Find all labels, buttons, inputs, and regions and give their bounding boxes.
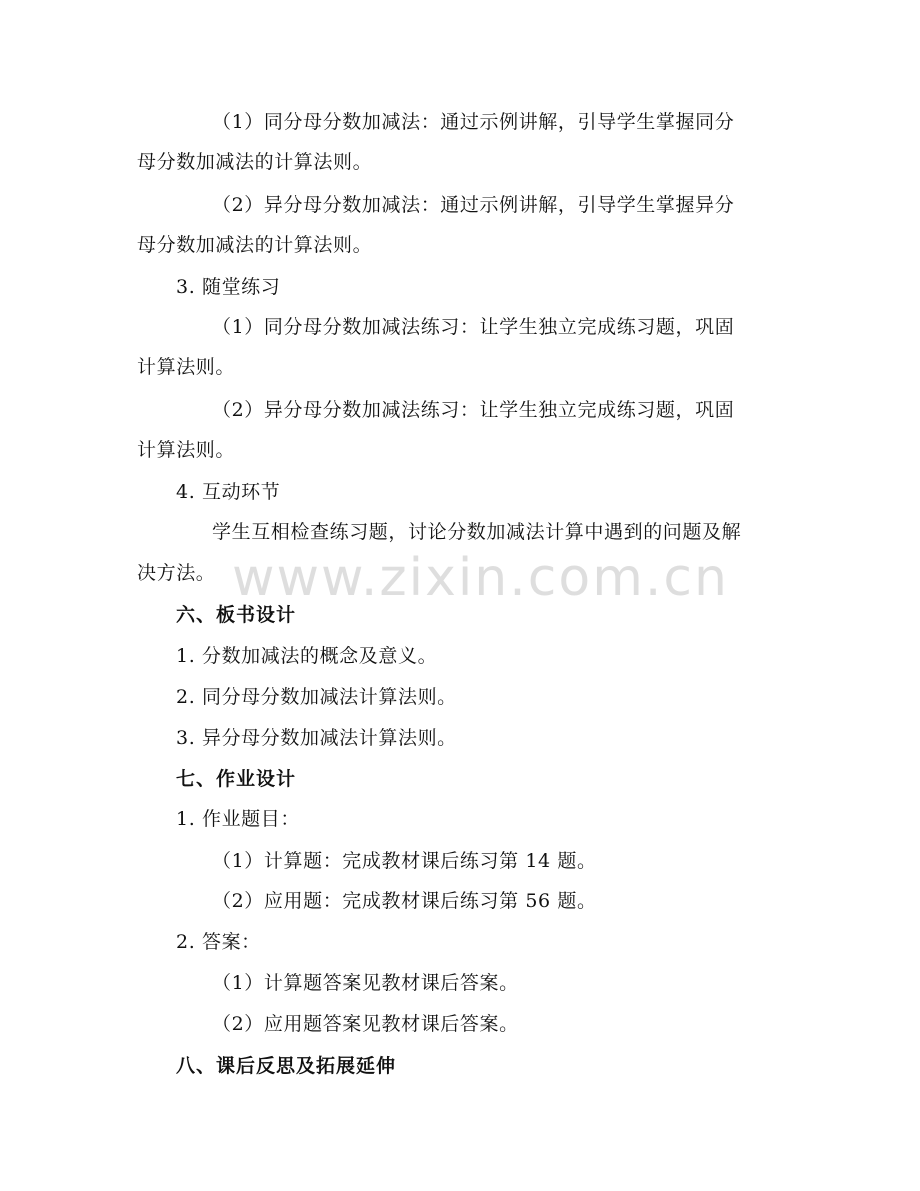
board-item-2: 2. 同分母分数加减法计算法则。 xyxy=(176,686,457,708)
body-line-9: 计算法则。 xyxy=(137,439,236,461)
body-line-8: （2）异分母分数加减法练习：让学生独立完成练习题，巩固 xyxy=(212,399,735,421)
body-line-6: （1）同分母分数加减法练习：让学生独立完成练习题，巩固 xyxy=(212,316,735,338)
homework-item-2: 2. 答案： xyxy=(176,931,261,953)
watermark: www.zixin.com.cn xyxy=(232,548,729,608)
answer-sub-2: （2）应用题答案见教材课后答案。 xyxy=(212,1013,519,1035)
section-heading-7: 七、作业设计 xyxy=(176,768,297,790)
body-line-7: 计算法则。 xyxy=(137,356,236,378)
body-line-12: 决方法。 xyxy=(137,562,216,584)
list-item-3: 3. 随堂练习 xyxy=(176,276,281,298)
board-item-1: 1. 分数加减法的概念及意义。 xyxy=(176,645,438,667)
body-line-3: （2）异分母分数加减法：通过示例讲解，引导学生掌握异分 xyxy=(212,194,735,216)
homework-item-1: 1. 作业题目： xyxy=(176,808,300,830)
list-item-4: 4. 互动环节 xyxy=(176,481,281,503)
section-heading-8: 八、课后反思及拓展延伸 xyxy=(176,1055,397,1077)
board-item-3: 3. 异分母分数加减法计算法则。 xyxy=(176,727,457,749)
homework-sub-2: （2）应用题：完成教材课后练习第 56 题。 xyxy=(212,890,597,912)
section-heading-6: 六、板书设计 xyxy=(176,604,297,626)
body-line-1: （1）同分母分数加减法：通过示例讲解，引导学生掌握同分 xyxy=(212,111,735,133)
body-line-4: 母分数加减法的计算法则。 xyxy=(137,234,373,256)
body-line-11: 学生互相检查练习题，讨论分数加减法计算中遇到的问题及解 xyxy=(212,521,742,543)
body-line-2: 母分数加减法的计算法则。 xyxy=(137,151,373,173)
answer-sub-1: （1）计算题答案见教材课后答案。 xyxy=(212,972,519,994)
homework-sub-1: （1）计算题：完成教材课后练习第 14 题。 xyxy=(212,850,597,872)
